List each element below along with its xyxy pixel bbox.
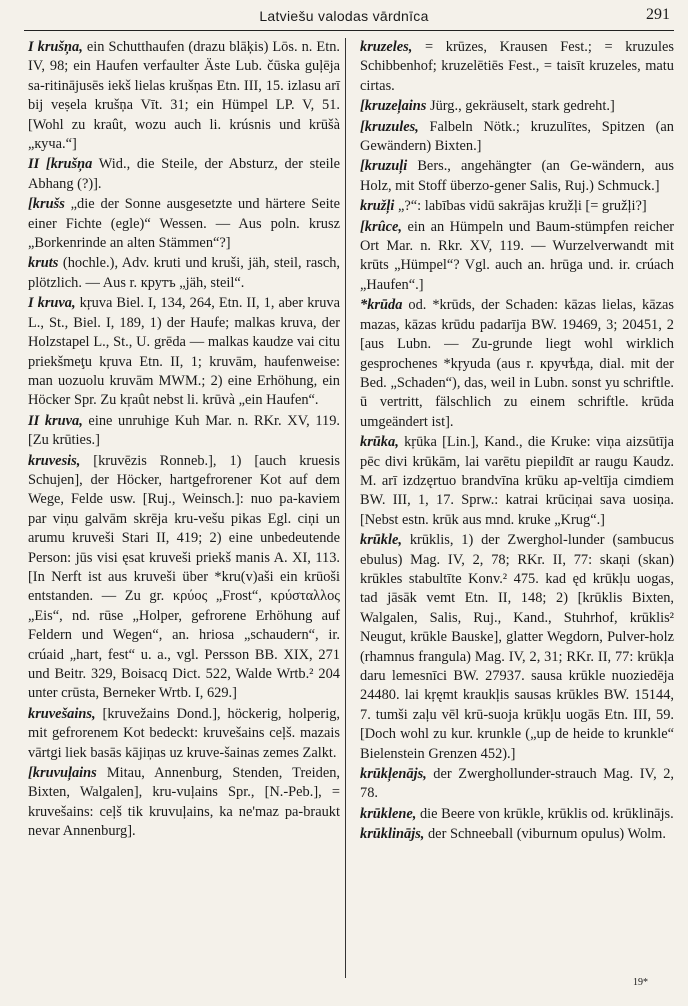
entry-definition: Falbeln Nötk.; kruzulītes, Spitzen (an Gewändern) Bixten.]	[360, 118, 674, 155]
entry-headword: krūkle,	[360, 532, 402, 549]
dictionary-entry	[360, 118, 674, 157]
dictionary-entry	[28, 705, 340, 763]
entry-definition: der Zwerghollunder-strauch Mag. IV, 2, 78.	[360, 766, 674, 802]
entry-headword: krūklene,	[360, 805, 417, 822]
dictionary-entry	[28, 412, 340, 451]
entry-definition: ein an Hümpeln und Baum-stümpfen reicher Ort Mar. n. Rkr. XV, 119. — Wurzelverwandt mit krūts „Hümpel“? Vgl. auch an. hrūga und. ir. crúach „Haufen“.]	[360, 218, 674, 293]
entry-headword: kruzeles,	[360, 39, 413, 55]
entry-definition: Jürg., gekräuselt, stark gedreht.]	[426, 98, 615, 115]
column-divider	[345, 38, 346, 978]
entry-headword: kružļi	[360, 198, 395, 215]
entry-headword: I krušņa,	[28, 39, 83, 55]
entry-definition: kŗūka [Lin.], Kand., die Kruke: viņa aizsūtīja pēc divi krūkām, lai varētu piepildīt ar raugu Kaudz. M. arī izdzęrtuo brandvīna krūku ap-veltīja cimdiem BW. III, 1, 17. Sprw.: katrai krūciņai sava uosiņa. [Nebst estn. krūk aus mnd. kruke „Krug“.]	[360, 434, 674, 528]
entry-definition: [kruvēzis Ronneb.], 1) [auch kruesis Schujen], der Höcker, hartgefrorener Kot auf dem Wege, Felde usw. [Ruj., Weinsch.]: nuo pa-kaviem par viņu galvām skrēja kru-vešu pikas Egl. ciņi un arumu kruveši Stari II, 419; 2) eine unbedeutende Person: jūs visi ęsat kruveši priekš manis A. XI, 113. [In Nerft ist aus kruveši über *kru(v)aši ein krūoši entstanden. — Zu gr. κρύος „Frost“, κρύσταλλος „Eis“, nd. rūse „Holper, gefrorene Erhöhung auf Feldern und Wegen“, an. hriosa „schaudern“, ir. crúaid „hart, fest“ u. a., vgl. Persson BB. XIX, 271 und Beitr. 329, Boisacq Dict. 522, Walde Wrtb.² 204 unter crūsta, Berneker Wrtb. I, 629.]	[28, 452, 340, 702]
entry-headword: [kruzeļains	[360, 98, 427, 115]
dictionary-entry	[28, 294, 340, 410]
dictionary-title: Latviešu valodas vārdnīca	[259, 8, 429, 24]
dictionary-entry	[360, 97, 674, 116]
entry-definition: Bers., angehängter (an Ge-wändern, aus Holz, mit Stoff überzo-gener Salis, Ruj.) Schmuck.]	[360, 158, 674, 194]
dictionary-entry	[360, 218, 674, 296]
dictionary-entry	[360, 765, 674, 804]
entry-definition: eine unruhige Kuh Mar. n. RKr. XV, 119. [Zu krūties.]	[28, 412, 340, 449]
dictionary-entry	[28, 452, 340, 704]
entry-headword: II [krušņa	[28, 156, 93, 173]
dictionary-entry	[360, 296, 674, 432]
entry-definition: od. *krūds, der Schaden: kāzas lielas, kāzas mazas, kāzas krūdu padarīja BW. 19469, 3; 20451, 2 [aus Lubn. — Zu-grunde liegt wohl wirklich gesprochenes *kŗyuda (aus r. кручѣда, dial. mit der Bed. „Schaden“), das, weil in Lubn. sonst yu schriftle. ū vertritt, fälschlich zu einem schriftle. krūda umgeändert ist].	[360, 297, 674, 430]
entry-definition: der Schneeball (viburnum opulus) Wolm.	[424, 826, 666, 843]
entry-headword: kruvesis,	[28, 452, 81, 469]
dictionary-entry	[28, 38, 340, 154]
dictionary-entry	[28, 254, 340, 293]
entry-headword: [kruzuļi	[360, 158, 408, 175]
entry-definition: [kruvežains Dond.], höckerig, holperig, mit gefrorenem Kot bedeckt: kruvešains ceļš. mazais vārtgi liek basās kājiņas uz kruve-šainas zemes Zalkt.	[28, 705, 340, 761]
header-rule	[24, 30, 674, 31]
entry-definition: = krūzes, Krausen Fest.; = kruzules Schibbenhof; kruzelētiēs Fest., = taisīt kruzeles, matu cirtas.	[360, 39, 674, 94]
entry-definition: Wid., die Steile, der Absturz, der steile Abhang (?)].	[28, 156, 340, 192]
dictionary-entry	[360, 531, 674, 764]
entry-definition: krūklis, 1) der Zwerghol-lunder (sambucus ebulus) Mag. IV, 2, 78; RKr. II, 77: skaņi (skan) krūkles stabultīte Konv.² 475. kad ęd krūkļu uogas, tad jāsāk vemt Etn. II, 148; 2) [krūklis Bixten, Walgalen, Salis, Ruj., Kand., Stuhrhof, krūklis² Neugut, krūkle Bauske], glatter Wegdorn, Pulver-holz (rhamnus frangula) Mag. IV, 2, 31; RKr. II, 77: krūkļa daru lemesnīci BW. 27937. sausa krūkle nuoziedēja 24480. lai kŗęmt kraukļis sausas krūkles BW. 15144, 7. tumši zaļu vēl krū-suoja krūkļu uogās Etn. III, 59. [Doch wohl zu kur. krunkle („up de heide to krunkle“ Bielenstein Grenzen 452).]	[360, 532, 674, 762]
entry-headword: [krušs	[28, 196, 65, 213]
page-header	[0, 0, 688, 34]
entry-definition: kŗuva Biel. I, 134, 264, Etn. II, 1, aber kruva L., St., Biel. I, 189, 1) der Haufe; malkas kruva, der Holzstapel L., St., U. grēda — malkas kaudze vai citu priekšmeţu kŗuva Etn. II, 1; kruvām, haufenweise: man uozuolu kruvām MWM.; 2) eine Erhöhung, ein Höcker Spr. Zu kŗaût nebst li. krūvà „ein Haufen“.	[28, 295, 340, 409]
entry-headword: kruvešains,	[28, 705, 96, 722]
entry-definition: ein Schutthaufen (drazu blāķis) Lōs. n. Etn. IV, 98; ein Haufen verfaulter Äste Lub. čūska guļēja sa-ritinājusēs iekš lielas krušņas Etn. III, 15. izlasu arī bij veṣela krušņa Vīt. 31; ein Hümpel LP. V, 51. [Wohl zu kraût, wozu auch li. krúsnis und krūšà „куча.“]	[28, 39, 340, 153]
entry-headword: krūklinājs,	[360, 826, 425, 843]
page-number: 291	[646, 6, 670, 23]
printer-signature: 19*	[633, 977, 648, 988]
right-column	[360, 38, 674, 846]
entry-definition: „die der Sonne ausgesetzte und härtere Seite einer Fichte (egle)“ Wessen. — Aus poln. krusz „Borkenrinde an alten Stämmen“?]	[28, 196, 340, 252]
entry-headword: II kruva,	[28, 412, 83, 429]
entry-headword: kruts	[28, 255, 59, 272]
left-column	[28, 38, 340, 843]
entry-definition: „?“: labības vidū sakrājas kružļi [= gružļi?]	[394, 198, 647, 215]
entry-definition: die Beere von krūkle, krūklis od. krūklinājs.	[416, 805, 674, 822]
dictionary-entry	[360, 197, 674, 216]
dictionary-entry	[360, 433, 674, 530]
entry-headword: [kruzules,	[360, 118, 419, 135]
entry-headword: krūkļenājs,	[360, 766, 427, 783]
entry-headword: *krūda	[360, 297, 403, 314]
dictionary-entry	[28, 195, 340, 253]
dictionary-entry	[360, 157, 674, 196]
dictionary-entry	[360, 825, 674, 844]
dictionary-entry	[28, 764, 340, 842]
entry-headword: krūka,	[360, 434, 399, 451]
dictionary-entry	[360, 38, 674, 96]
dictionary-entry	[28, 155, 340, 194]
entry-headword: I kruva,	[28, 295, 76, 312]
entry-headword: [krûce,	[360, 218, 402, 235]
entry-definition: (hochle.), Adv. kruti und kruši, jäh, steil, rasch, plötzlich. — Aus r. крутъ „jäh, steil“.	[28, 255, 340, 291]
entry-headword: [kruvuļains	[28, 765, 97, 782]
entry-definition: Mitau, Annenburg, Stenden, Treiden, Bixten, Walgalen], kru-vuļains Spr., [N.-Peb.], = kruvešains: ceļš tik kruvuļains, ka ne'maz pa-braukt nevar Annenburg].	[28, 765, 340, 840]
dictionary-entry	[360, 805, 674, 824]
